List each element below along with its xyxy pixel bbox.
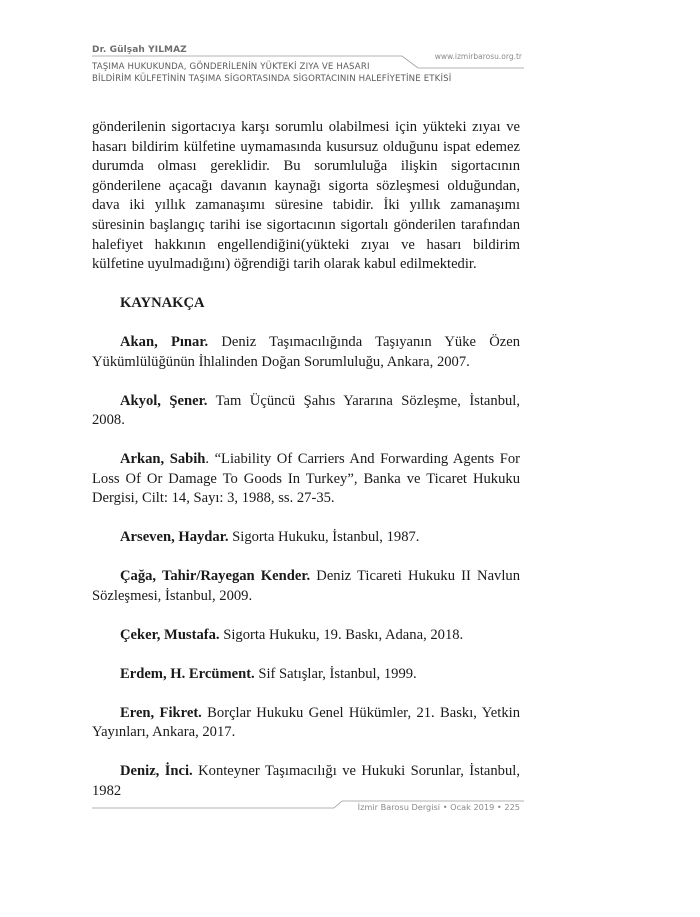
reference-text: Deniz Ticareti Hukuku II Navlun Sözleşmesi, İstanbul, 2009. <box>92 568 520 604</box>
page-number: 225 <box>504 802 520 812</box>
bibliography-heading: KAYNAKÇA <box>120 295 205 311</box>
reference-text: Sigorta Hukuku, İstanbul, 1987. <box>228 529 420 546</box>
footer-separator: • <box>496 802 502 812</box>
reference-item <box>92 665 520 685</box>
reference-list <box>92 333 520 821</box>
page-footer <box>92 799 524 819</box>
reference-author: Akyol, Şener. <box>120 392 208 409</box>
reference-author: Deniz, İnci. <box>120 763 193 780</box>
reference-item <box>92 450 520 509</box>
reference-text: Borçlar Hukuku Genel Hükümler, 21. Baskı, Yetkin Yayınları, Ankara, 2017. <box>92 704 520 741</box>
reference-text: . “Liability Of Carriers And Forwarding Agents For Loss Of Or Damage To Goods In Turkey”, Banka ve Ticaret Hukuku Dergisi, Cilt: 14, Sayı: 3, 1988, ss. 27-35. <box>92 451 520 507</box>
header-title <box>92 61 451 85</box>
reference-text: Tam Üçüncü Şahıs Yararına Sözleşme, İstanbul, 2008. <box>92 392 520 429</box>
reference-text: Deniz Taşımacılığında Taşıyanın Yüke Özen Yükümlülüğünün İhlalinden Doğan Sorumluluğu, Ankara, 2007. <box>92 334 520 370</box>
header-author: Dr. Gülşah YILMAZ <box>92 45 187 55</box>
reference-item <box>92 567 520 606</box>
reference-item <box>92 333 520 372</box>
header-url: www.izmirbarosu.org.tr <box>434 52 522 61</box>
header-title-line-1: TAŞIMA HUKUKUNDA, GÖNDERİLENİN YÜKTEKİ ZIYA VE HASARI <box>92 62 370 72</box>
footer-separator: • <box>442 802 448 812</box>
footer-text <box>358 802 520 812</box>
reference-author: Çağa, Tahir/Rayegan Kender. <box>120 568 311 585</box>
footer-journal: İzmir Barosu Dergisi <box>357 802 441 812</box>
reference-item <box>92 626 520 646</box>
reference-author: Arkan, Sabih <box>120 451 206 468</box>
reference-author: Erdem, H. Ercüment. <box>120 665 255 682</box>
header-title-line-2: BİLDİRİM KÜLFETİNİN TAŞIMA SİGORTASINDA SİGORTACININ HALEFİYETİNE ETKİSİ <box>92 74 452 84</box>
footer-issue: Ocak 2019 <box>450 802 495 812</box>
reference-text: Sigorta Hukuku, 19. Baskı, Adana, 2018. <box>219 626 464 643</box>
body-text <box>92 118 520 275</box>
body-paragraph: gönderilenin sigortacıya karşı sorumlu olabilmesi için yükteki zıyaı ve hasarı bildirim külfetine uymamasında kusursuz olduğunu ispat edemez durumda olması gereklidir. Bu sorumluluğa ilişkin sigortacının gönderilene açacağı davanın kaynağı sigorta sözleşmesi olduğundan, dava iki yıllık zamanaşımı süresine tabidir. İki yıllık zamanaşımı süresinin başlangıç tarihi ise sigortacının sigortalı gönderilen tarafından halefiyet hakkının engellendiğini(yükteki zıyaı ve hasarı bildirim külfetine uyulmadığını) öğrendiği tarih olarak kabul edilmektedir. <box>92 119 520 273</box>
reference-author: Arseven, Haydar. <box>120 529 229 546</box>
reference-text: Sif Satışlar, İstanbul, 1999. <box>254 665 417 682</box>
reference-item <box>92 762 520 801</box>
reference-author: Akan, Pınar. <box>120 334 209 350</box>
reference-text: Konteyner Taşımacılığı ve Hukuki Sorunlar, İstanbul, 1982 <box>92 763 520 800</box>
page-header <box>92 45 524 95</box>
reference-author: Eren, Fikret. <box>120 704 202 721</box>
reference-item <box>92 392 520 431</box>
reference-item <box>92 528 520 548</box>
reference-author: Çeker, Mustafa. <box>120 626 220 643</box>
reference-item <box>92 704 520 743</box>
